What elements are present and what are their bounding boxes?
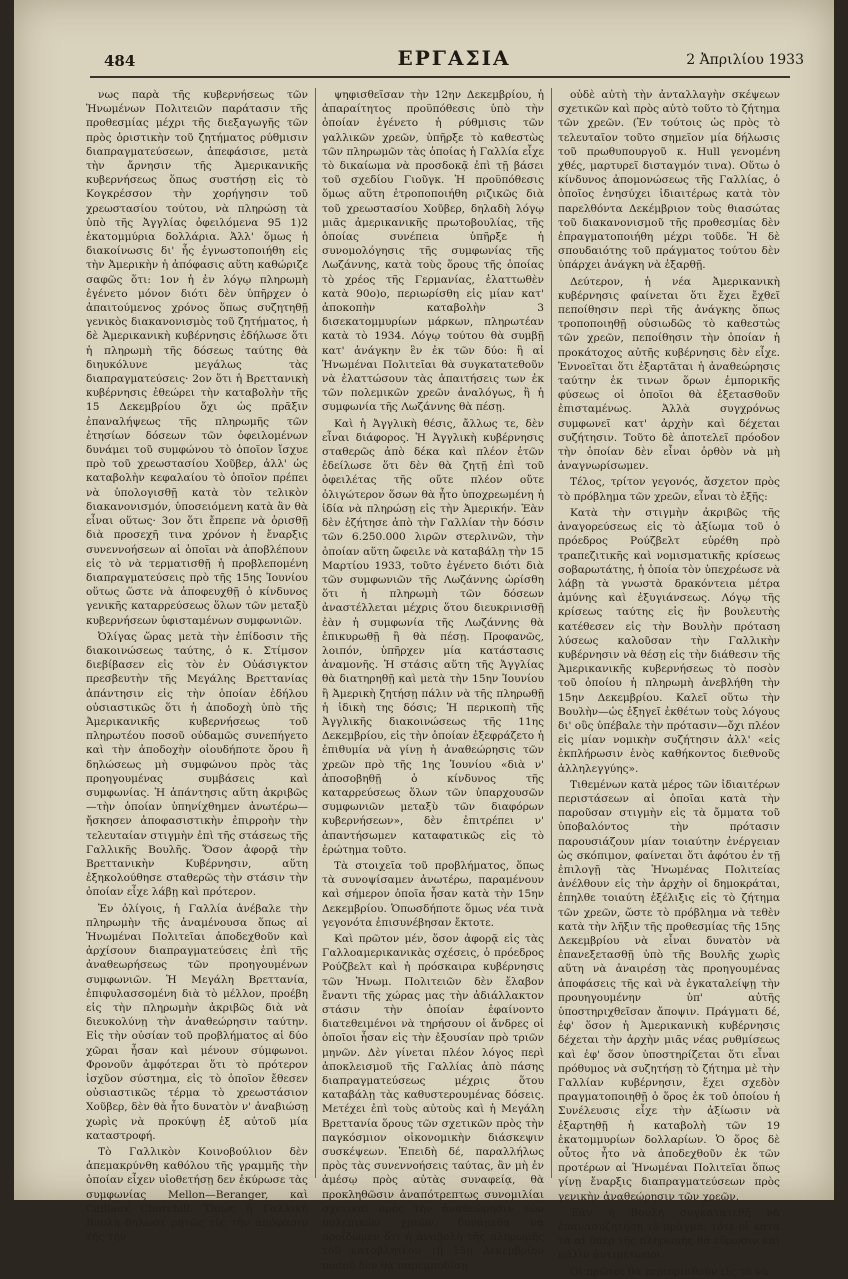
issue-date: 2 Ἀπριλίου 1933 xyxy=(686,52,804,68)
paragraph: Ὀλίγας ὥρας μετὰ τὴν ἐπίδοσιν τῆς διακοινώσεως ταύτης, ὁ κ. Στίμσον διεβίβασεν εἰς τὸν ἐν Οὐάσιγκτον πρεσβευτὴν τῆς Μεγάλης Βρεττανίας ἀπάντησιν εἰς τὴν ὁποίαν ἐδήλου οὐσιαστικῶς ὅτι ἡ ἀποδοχὴ ὑπὸ τῆς Ἀμερικανικῆς κυβερνήσεως τοῦ πληρωτέου ποσοῦ οὐδαμῶς συνεπήγετο καὶ τὴν ἀποδοχὴν οἱουδήποτε ὅρου ἢ δηλώσεως μὴ συμφώνου πρὸς τὰς προηγουμένας συμβάσεις καὶ συμφωνίας. Ἡ ἀπάντησις αὕτη ἀκριβῶς —τὴν ὁποίαν ὑπηνίχθημεν ἀνωτέρω— ἤσκησεν ἀποφασιστικὴν ἐπιρροὴν τὴν τελευταίαν στιγμὴν ἐπὶ τῆς στάσεως τῆς Γαλλικῆς Βουλῆς. Ὅσον ἀφορᾷ τὴν Βρεττανικὴν Κυβέρνησιν, αὕτη ἐξηκολούθησε σταθερῶς τὴν στάσιν τὴν ὁποίαν εἶχε λάβῃ καὶ πρότερον. xyxy=(86,630,308,899)
paragraph: νως παρὰ τῆς κυβερνήσεως τῶν Ἡνωμένων Πολιτειῶν παράτασιν τῆς προθεσμίας μέχρι τῆς διεξαγωγῆς τῶν πρὸς ὁριστικὴν τοῦ ζητήματος ρύθμισιν διαπραγματεύσεων, ἀπεφάσισε, μετὰ τὴν ἄρνησιν τῆς Ἀμερικανικῆς κυβερνήσεως ὅπως συστήσῃ εἰς τὸ Κογκρέσσον τὴν χορήγησιν τοῦ χρεωστασίου τούτου, νὰ πληρώσῃ τὰ ὑπὸ τῆς Ἀγγλίας ὀφειλόμενα 95 1)2 ἑκατομμύρια δολλάρια. Ἀλλ' ὅμως ἡ διακοίνωσις δι' ἧς ἐγνωστοποιήθη εἰς τὴν Ἀμερικὴν ἡ ἀπόφασις αὕτη καθώριζε σαφῶς ὅτι: 1ον ἡ ἐν λόγῳ πληρωμὴ ἐγένετο μόνον διότι δὲν ὑπῆρχεν ὁ ἀπαιτούμενος χρόνος ὅπως συζητηθῇ γενικὸς διακανονισμὸς τοῦ ζητήματος, ἡ δὲ Ἀμερικανικὴ κυβέρνησις ἐδήλωσε ὅτι ἡ πληρωμὴ τῆς δόσεως ταύτης θὰ διηυκόλυνε μεγάλως τὰς διαπραγματεύσεις· 2ον ὅτι ἡ Βρεττανικὴ κυβέρνησις ἐθεώρει τὴν καταβολὴν τῆς 15 Δεκεμβρίου ὄχι ὡς πρᾶξιν ἐπαναλήψεως τῆς πληρωμῆς τῶν ἐτησίων δόσεων τῶν ὀφειλομένων δυνάμει τοῦ συμφώνου τὸ ὁποῖον ἴσχυε πρὸ τοῦ χρεωστασίου Χοῦβερ, ἀλλ' ὡς καταβολὴν κεφαλαίου τὸ ὁποῖον πρέπει νὰ ὑπολογισθῇ κατὰ τὸν τελικὸν διακανονισμόν, ὑποσειόμενη κατὰ ἂν θὰ εἶναι οὕτως· 3ον ὅτι ἔπρεπε νὰ ὁρισθῇ διὰ προσεχῆ τινα χρόνον ἡ ἔναρξις συνεννοήσεων αἱ ὁποῖαι νὰ ἀποβλέπουν εἰς τὸ νὰ τερματισθῇ ἡ προβλεπομένη διαπραγματεύσεις πρὸ τῆς 15ης Ἰουνίου οὕτως ὥστε νὰ ἀποφευχθῇ ὁ κίνδυνος γενικῆς καταρρεύσεως ὅλων τῶν μεταξὺ κυβερνήσεων ὑφισταμένων συμφωνιῶν. xyxy=(86,89,308,627)
text-column-2 xyxy=(322,88,544,1272)
paragraph: ψηφισθεῖσαν τὴν 12ην Δεκεμβρίου, ἡ ἀπαραίτητος προϋπόθεσις ὑπὸ τὴν ὁποίαν ἐγένετο ἡ ρύθμισις τῶν γαλλικῶν χρεῶν, ὑπῆρξε τὸ καθεστὼς τῶν πληρωμῶν τὰς ὁποίας ἡ Γαλλία εἶχε τὸ δικαίωμα νὰ προσδοκᾷ ἐπὶ τῇ βάσει τοῦ σχεδίου Γιοῦγκ. Ἡ προϋπόθεσις ὅμως αὕτη ἐτροποποιήθη ριζικῶς διὰ τοῦ χρεωστασίου Χοῦβερ, δηλαδὴ λόγῳ μιᾶς ἀμερικανικῆς πρωτοβουλίας, τῆς ὁποίας συνέπεια ὑπῆρξε ἡ συνομολόγησις τῆς συμφωνίας τῆς Λωζάννης, κατὰ τοὺς ὅρους τῆς ὁποίας τὸ χρέος τῆς Γερμανίας, ἐλαττωθὲν κατὰ 90ο)ο, περιωρίσθη εἰς μίαν κατ' ἀποκοπὴν καταβολὴν 3 δισεκατομμυρίων μάρκων, πληρωτέαν κατὰ τὸ 1934. Λόγῳ τούτου θὰ συμβῇ κατ' ἀνάγκην ἓν ἐκ τῶν δύο: ἢ αἱ Ἡνωμέναι Πολιτεῖαι θὰ συγκατατεθοῦν νὰ ἐλαττώσουν τὰς ἀπαιτήσεις των ἐκ τῶν πολεμικῶν χρεῶν ἀναλόγως, ἢ ἡ συμφωνία τῆς Λωζάννης θὰ πέσῃ. xyxy=(322,89,544,414)
paragraph: Ἐν ὀλίγοις, ἡ Γαλλία ἀνέβαλε τὴν πληρωμὴν τῆς ἀναμένουσα ὅπως αἱ Ἡνωμέναι Πολιτεῖαι ἀποδεχθοῦν καὶ ἀρχίσουν διαπραγματεύσεις ἐπὶ τῆς ἀναθεωρήσεως τῶν προηγουμένων συμφωνιῶν. Ἡ Μεγάλη Βρεττανία, ἐπιφυλασσομένη διὰ τὸ μέλλον, προέβη εἰς τὴν πληρωμὴν ἀκριβῶς διὰ νὰ διευκολύνῃ τὴν ἀναθεώρησιν ταύτην. Εἰς τὴν οὐσίαν τοῦ προβλήματος αἱ δύο χῶραι ἦσαν καὶ μένουν σύμφωνοι. Φρονοῦν ἀμφότεραι ὅτι τὸ πρότερον ἰσχῦον σύστημα, εἰς τὸ ὁποῖον ἔθεσεν οὐσιαστικῶς τέρμα τὸ χρεωστάσιον Χοῦβερ, δὲν θὰ ἦτο δυνατὸν ν' ἀναβιώσῃ χωρὶς νὰ προκύψῃ ἐξ αὐτοῦ μία καταστροφή. xyxy=(86,902,308,1142)
paragraph: οὐδὲ αὐτὴ τὴν ἀνταλλαγὴν σκέψεων σχετικῶν καὶ πρὸς αὐτὸ τοῦτο τὸ ζήτημα τῶν χρεῶν. (Ἐν τούτοις ὡς πρὸς τὸ τελευταῖον τοῦτο σημεῖον μία δήλωσις τοῦ πρωθυπουργοῦ κ. Hull γενομένη χθές, μαρτυρεῖ δισταγμόν τινα). Οὕτω ὁ κίνδυνος ἀπομονώσεως τῆς Γαλλίας, ὁ ὁποῖος ἐνησύχει ἰδιαιτέρως κατὰ τὸν παρελθόντα Δεκέμβριον τοὺς θιασώτας τοῦ διακανονισμοῦ τῆς προθεσμίας δὲν ἐπραγματοποιήθη μέχρι τοῦδε. Ἡ δὲ σπουδαιότης τοῦ πράγματος τούτου δὲν ὑπάρχει ἀνάγκη νὰ ἐξαρθῇ. xyxy=(558,89,780,272)
text-column-3 xyxy=(558,88,780,1278)
paragraph: Τέλος, τρίτον γεγονός, ἄσχετον πρὸς τὸ πρόβλημα τῶν χρεῶν, εἶναι τὸ ἑξῆς: xyxy=(558,476,780,503)
header-rule xyxy=(90,76,790,78)
paragraph: Καὶ ἡ Ἀγγλικὴ θέσις, ἄλλως τε, δὲν εἶναι διάφορος. Ἡ Ἀγγλικὴ κυβέρνησις σταθερῶς ἀπὸ δέκα καὶ πλέον ἐτῶν ἐδείλωσε ὅτι δὲν θὰ ζητῇ ἐπὶ τοῦ ὀφειλέτας τῆς οὔτε πλέον οὔτε ὀλιγώτερον ὅσων θὰ ἦτο ὑποχρεωμένη ἡ ἰδία νὰ πληρώσῃ εἰς τὴν Ἀμερικήν. Ἐὰν δὲν ἐζήτησε ἀπὸ τὴν Γαλλίαν τὴν δόσιν τῶν 6.250.000 λιρῶν στερλινῶν, τὴν ὁποίαν αὕτη ὤφειλε νὰ καταβάλῃ τὴν 15 Μαρτίου 1933, τοῦτο ἐγένετο διότι διὰ τῶν συμφωνιῶν τῆς Λωζάννης ὡρίσθη ὅτι ἡ πληρωμὴ τῶν δόσεων ἀναστέλλεται μέχρις ὅτου διευκρινισθῇ ἐὰν ἡ συμφωνία τῆς Λωζάννης θὰ ἐπικυρωθῇ ἢ θὰ πέσῃ. Προφανῶς, λοιπόν, ὑπῆρχεν μία κατάστασις ἀναμονῆς. Ἡ στάσις αὕτη τῆς Ἀγγλίας θὰ διατηρηθῇ καὶ μετὰ τὴν 15ην Ἰουνίου ἢ Ἀμερικὴ ζητήσῃ πάλιν νὰ τῆς πληρωθῇ ἡ ἰδικὴ της δόσις; Ἡ περικοπὴ τῆς Ἀγγλικῆς διακοινώσεως τῆς 11ης Δεκεμβρίου, εἰς τὴν ὁποίαν ἐξεφράζετο ἡ ἐπιθυμία νὰ γίνῃ ἡ ἀναθεώρησις τῶν χρεῶν πρὸ τῆς 1ης Ἰουνίου «διὰ ν' ἀποσοβηθῇ ὁ κίνδυνος τῆς καταρρεύσεως ὅλων τῶν ὑπαρχουσῶν συμφωνιῶν μεταξὺ τῶν διαφόρων κυβερνήσεων», δὲν ἐπιτρέπει ν' ἀπαντήσωμεν καταφατικῶς εἰς τὸ ἐρώτημα τοῦτο. xyxy=(322,417,544,856)
text-column-1 xyxy=(86,88,308,1244)
paragraph: Δεύτερον, ἡ νέα Ἀμερικανικὴ κυβέρνησις φαίνεται ὅτι ἔχει ἔχθεῖ πεποίθησιν περὶ τῆς ἀνάγκης ὅπως τροποποιηθῇ οὐσιωδῶς τὸ καθεστὼς τῶν χρεῶν, πεποίθησιν τὴν ὁποίαν ἡ προκάτοχος αὐτῆς κυβέρνησις δὲν εἶχε. Ἐννοεῖται ὅτι ἐξαρτᾶται ἡ ἀναθεώρησις ταύτην ἐκ τινων ὅρων ἐμπορικῆς φύσεως οἱ ὁποῖοι θὰ ἐξετασθοῦν ἐπισταμένως. Ἀλλὰ συγχρόνως συμφωνεῖ κατ' ἀρχὴν καὶ δέχεται συζήτησιν. Τοῦτο δὲ ἀποτελεῖ πρόοδον τὴν ὁποίαν δὲν εἶναι ὀρθὸν νὰ μὴ ἀναγνωρίσωμεν. xyxy=(558,275,780,473)
column-divider xyxy=(551,88,552,1178)
paragraph: Τὸ Γαλλικὸν Κοινοβούλιον δὲν ἀπεμακρύνθη καθόλου τῆς γραμμῆς τὴν ὁποίαν εἶχεν υἱοθετήσῃ δεν ἐκύρωσε τὰς συμφωνίας Mellon—Beranger, καὶ Caillaux Churchill. Ὅπως ἡ Γαλλικὴ Βουλὴ δηλωσε ρητῶς εἰς τὴν ἀπόφασιν τῆς τὴν xyxy=(86,1146,308,1244)
paragraph: Οἱ πρῶτοι θὰ περιορισθοῦν εἰς τὸ νὰ xyxy=(570,1265,769,1278)
paragraph: Τιθεμένων κατὰ μέρος τῶν ἰδιαιτέρων περιστάσεων αἱ ὁποῖαι κατὰ τὴν παροῦσαν στιγμὴν εἰς τὰ ὄμματα τοῦ ὑποβαλόντος τὴν πρότασιν παρουσιάζουν μίαν τοιαύτην ἐνέργειαν ὡς σκόπιμον, φαίνεται ὅτι ἀφότου ἐν τῇ ἐπιλογῇ τὰς Ἡνωμένας Πολιτείας ἀνέλθουν εἰς τὴν ἀρχὴν οἱ δημοκράται, ἐπηλθε τοιαύτη ἐξέλιξις εἰς τὸ ζήτημα τῶν χρεῶν, ὥστε τὸ πρόβλημα νὰ τεθὲν κατὰ τὴν λῆξιν τῆς προθεσμίας τῆς 15ης Δεκεμβρίου νὰ εἶναι δυνατὸν νὰ ἐπανεξετασθῇ ὑπὸ τῆς Βουλῆς χωρὶς αὕτη νὰ ἀναιρέσῃ τὰς προηγουμένας ἀποφάσεις τῆς καὶ νὰ ἐγκαταλείψῃ τὴν προυηγουμένην ὑπ' αὐτῆς ὑποστηριχθεῖσαν ἄποψιν. Πράγματι δέ, ἐφ' ὅσον ἡ Ἀμερικανικὴ κυβέρνησις δέχεται τὴν ἀρχὴν μιᾶς νέας ρυθμίσεως καὶ ἐφ' ὅσον ὑποστηρίζεται ὅτι εἶναι πρόθυμος νὰ συζητήσῃ τὸ ζήτημα μὲ τὴν Γαλλίαν κυβέρνησιν, ἔχει σχεδὸν πραγματοποιηθῇ ὁ ὅρος ἐκ τοῦ ὁποίου ἡ Συνέλευσις εἶχε τὴν ἀξίωσιν νὰ ἐξαρτηθῇ ἡ καταβολὴ τῶν 19 ἑκατομμυρίων δολλαρίων. Ὁ ὅρος δὲ οὗτος ἦτο νὰ ἀποδεχθοῦν ἐκ τῶν προτέρων αἱ Ἡνωμέναι Πολιτεῖαι ὅπως γίνῃ ἔναρξις διαπραγματεύσεων πρὸς γενικὴν ἀναθεώρησιν τῶν χρεῶν. xyxy=(558,778,780,1203)
paragraph: Καὶ πρῶτον μέν, ὅσον ἀφορᾷ εἰς τὰς Γαλλοαμερικανικὰς σχέσεις, ὁ πρόεδρος Ρούζβελτ καὶ ἡ πρόσκαιρα κυβέρνησις τῶν Ἡνωμ. Πολιτειῶν δὲν ἔλαβον ἔναντι τῆς χώρας μας τὴν ἀδιάλλακτον στάσιν τὴν ὁποίαν ἐφαίνοντο διατεθειμένοι νὰ τηρήσουν οἱ ἄνδρες οἱ ὁποῖοι ἦσαν εἰς τὴν ἐξουσίαν πρὸ τριῶν μηνῶν. Δὲν γίνεται πλέον λόγος περὶ ἀποκλεισμοῦ τῆς Γαλλίας ἀπὸ πάσης διαπραγματεύσεως μέχρις ὅτου καταβάλῃ τὰς καθυστερουμένας δόσεις. Μετέχει ἐπὶ τοὺς αὐτοὺς καὶ ἡ Μεγάλη Βρεττανία ὅρους τῶν σχετικῶν πρὸς τὴν παγκόσμιον οἰκονομικὴν διάσκεψιν συσκέψεων. Ἐπειδὴ δέ, παραλλήλως πρὸς τὰς συνεννοήσεις ταύτας, ἂν μὴ ἐν ἀμέσῳ πρὸς αὐτὰς συναφείᾳ, θὰ προκληθῶσιν ἀναπότρεπτως συνομιλίαι σχετικαὶ πρὸς τὴν ἀναθεώρησιν τῶν πολεμικῶν χρεῶν, δυνάμεθα νὰ προΐδωμεν ὅτι ἡ ἀναβολὴ τῆς πληρωμῆς τοῦ καταβλητέου τῇ 15ῃ Δεκεμβρίου ποσοῦ δὲν θὰ παρεμποδίσῃ xyxy=(322,932,544,1272)
publication-title: ΕΡΓΑΣΙΑ xyxy=(397,46,511,70)
page-number: 484 xyxy=(104,52,136,70)
paragraph: Κατὰ τὴν στιγμὴν ἀκριβῶς τῆς ἀναγορεύσεως εἰς τὸ ἀξίωμα τοῦ ὁ πρόεδρος Ρούζβελτ εὑρέθη πρὸ τραπεζιτικῆς καὶ νομισματικῆς κρίσεως σοβαρωτάτης, ἡ ὁποία τὸν ὑπεχρέωσε νὰ λάβῃ τὰ γνωστὰ δρακόντεια μέτρα ἀμύνης καὶ ἐξυγιάνσεως. Λόγῳ τῆς κρίσεως ταύτης εἰς ἣν βουλευτὴς κατέθεσεν εἰς τὴν Βουλὴν πρόταση λύσεως καλοῦσαν τὴν Γαλλικὴν κυβέρνησιν νὰ θέσῃ εἰς τὴν διάθεσιν τῆς Ἀμερικανικῆς κυβερνήσεως τὸ ποσὸν τοῦ ὁποίου ἡ πληρωμὴ ἀνεβλήθη τὴν 15ην Δεκεμβρίου. Καλεῖ οὕτω τὴν Βουλὴν—ὡς ἐξηγεῖ ἐκθέτων τοὺς λόγους δι' οὓς ὑπέβαλε τὴν πρότασιν—ὄχι πλέον εἰς μίαν νομικὴν συζήτησιν ἀλλ' «εἰς ἐκπλήρωσιν ἑνὸς καθήκοντος διεθνοῦς ἀλληλεγγύης». xyxy=(558,506,780,775)
paragraph: Ἐὰν ἡ Βουλὴ συγκατατεθῇ νὰ ἐπανασυζητήσῃ τὸ πρᾶγμα, τότε οἱ κατὰ τὰ αἱ ὑπὲρ τῆς πληρωμῆς θὰ εὕρωσιν καὶ πάλιν ἀντιμέτωποι. xyxy=(558,1206,780,1262)
paragraph: Τὰ στοιχεῖα τοῦ προβλήματος, ὅπως τὰ συνοψίσαμεν ἀνωτέρω, παραμένουν καὶ σήμερον ὁποῖα ἦσαν κατὰ τὴν 15ην Δεκεμβρίου. Ὁπωσδήποτε ὅμως νέα τινὰ γεγονότα ἐπισυνέβησαν ἔκτοτε. xyxy=(322,859,544,929)
column-divider xyxy=(315,88,316,1178)
